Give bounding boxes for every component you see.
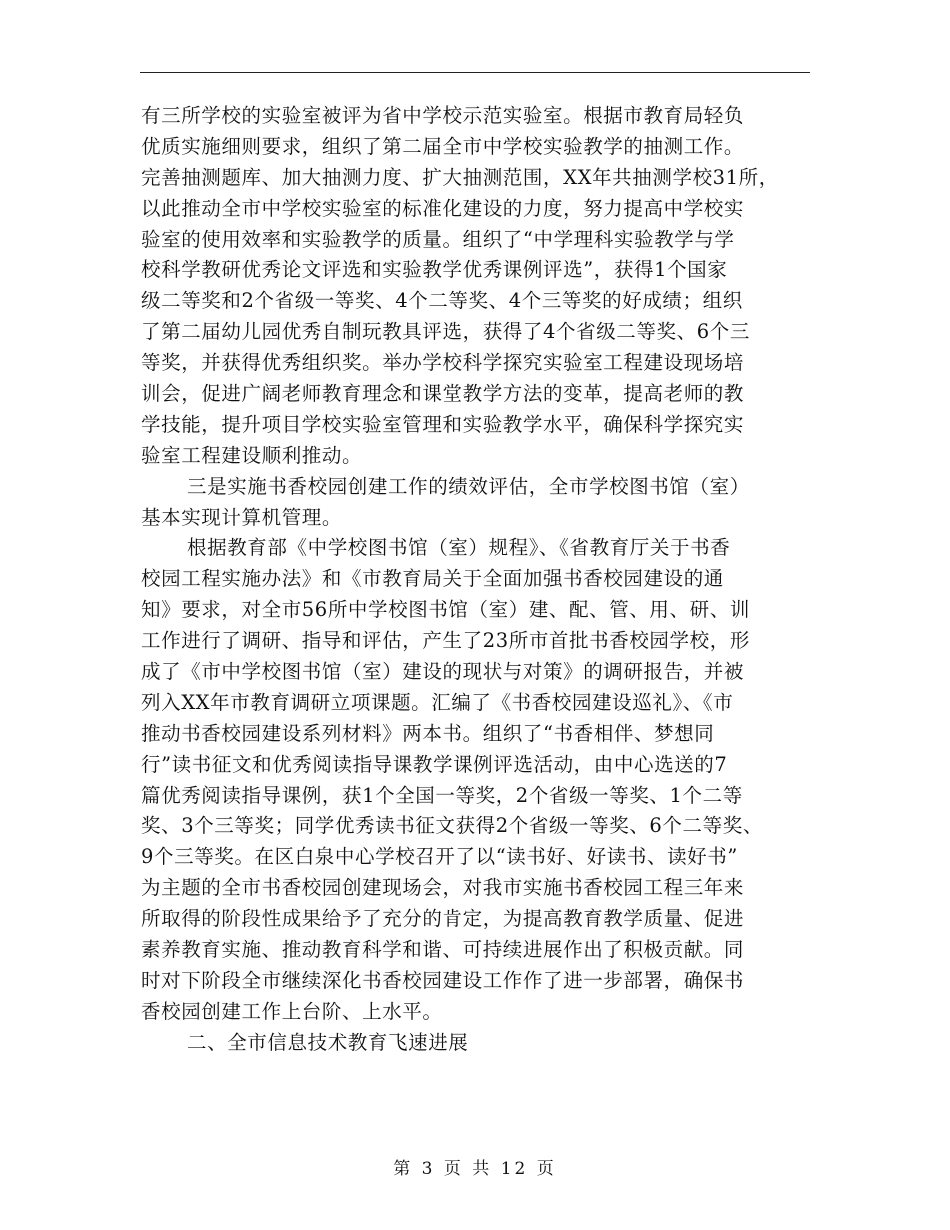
text-line: 推动书香校园建设系列材料》两本书。组织了“书香相伴、梦想同: [141, 721, 715, 745]
text-line: 了第二届幼儿园优秀自制玩教具评选，获得了4个省级二等奖、6个三: [141, 320, 750, 344]
text-line: 训会，促进广阔老师教育理念和课堂教学方法的变革，提高老师的教: [141, 382, 745, 406]
text-line: 为主题的全市书香校园创建现场会，对我市实施书香校园工程三年来: [141, 876, 745, 900]
text-line: 校科学教研优秀论文评选和实验教学优秀课例评选”，获得1个国家: [141, 258, 728, 282]
text-line: 知》要求，对全市56所中学校图书馆（室）建、配、管、用、研、训: [141, 598, 750, 622]
text-line: 时对下阶段全市继续深化书香校园建设工作作了进一步部署，确保书: [141, 968, 745, 992]
text-line: 完善抽测题库、加大抽测力度、扩大抽测范围，XX年共抽测学校31所，: [141, 165, 779, 189]
body-text: [141, 101, 821, 1059]
text-line: 有三所学校的实验室被评为省中学校示范实验室。根据市教育局轻负: [141, 104, 745, 127]
text-line: 工作进行了调研、指导和评估，产生了23所市首批书香校园学校，形: [141, 629, 750, 653]
text-line: 三是实施书香校园创建工作的绩效评估，全市学校图书馆（室）: [187, 474, 750, 498]
text-line: 等奖，并获得优秀组织奖。举办学校科学探究实验室工程建设现场培: [141, 351, 745, 375]
text-line: 验室工程建设顺利推动。: [141, 443, 363, 467]
header-rule: [140, 72, 810, 73]
text-line: 素养教育实施、推动教育科学和谐、可持续进展作出了积极贡献。同: [141, 938, 745, 962]
text-line: 学技能，提升项目学校实验室管理和实验教学水平，确保科学探究实: [141, 412, 745, 436]
text-line: 验室的使用效率和实验教学的质量。组织了“中学理科实验教学与学: [141, 227, 735, 251]
text-line: 列入XX年市教育调研立项课题。汇编了《书香校园建设巡礼》、《市: [141, 690, 734, 714]
text-line: 奖、3个三等奖；同学优秀读书征文获得2个省级一等奖、6个二等奖、: [141, 814, 763, 838]
page-footer: 第 3 页 共 12 页: [393, 1159, 557, 1179]
text-line: 所取得的阶段性成果给予了充分的肯定，为提高教育教学质量、促进: [141, 907, 745, 931]
text-line: 级二等奖和2个省级一等奖、4个二等奖、4个三等奖的好成绩；组织: [141, 289, 743, 313]
text-line: 篇优秀阅读指导课例，获1个全国一等奖，2个省级一等奖、1个二等: [141, 783, 743, 807]
text-line: 成了《市中学校图书馆（室）建设的现状与对策》的调研报告，并被: [141, 660, 745, 684]
text-line: 优质实施细则要求，组织了第二届全市中学校实验教学的抽测工作。: [141, 134, 745, 158]
text-line: 9个三等奖。在区白泉中心学校召开了以“读书好、好读书、读好书”: [141, 845, 738, 869]
text-line: 基本实现计算机管理。: [141, 505, 343, 529]
text-line: 根据教育部《中学校图书馆（室）规程》、《省教育厅关于书香: [187, 536, 731, 560]
text-line: 行”读书征文和优秀阅读指导课教学课例评选活动，由中心选送的7: [141, 752, 728, 776]
text-line: 校园工程实施办法》和《市教育局关于全面加强书香校园建设的通: [141, 567, 724, 591]
text-line: 香校园创建工作上台阶、上水平。: [141, 999, 443, 1023]
text-line: 以此推动全市中学校实验室的标准化建设的力度，努力提高中学校实: [141, 196, 745, 220]
text-line: 二、全市信息技术教育飞速进展: [187, 1030, 469, 1054]
